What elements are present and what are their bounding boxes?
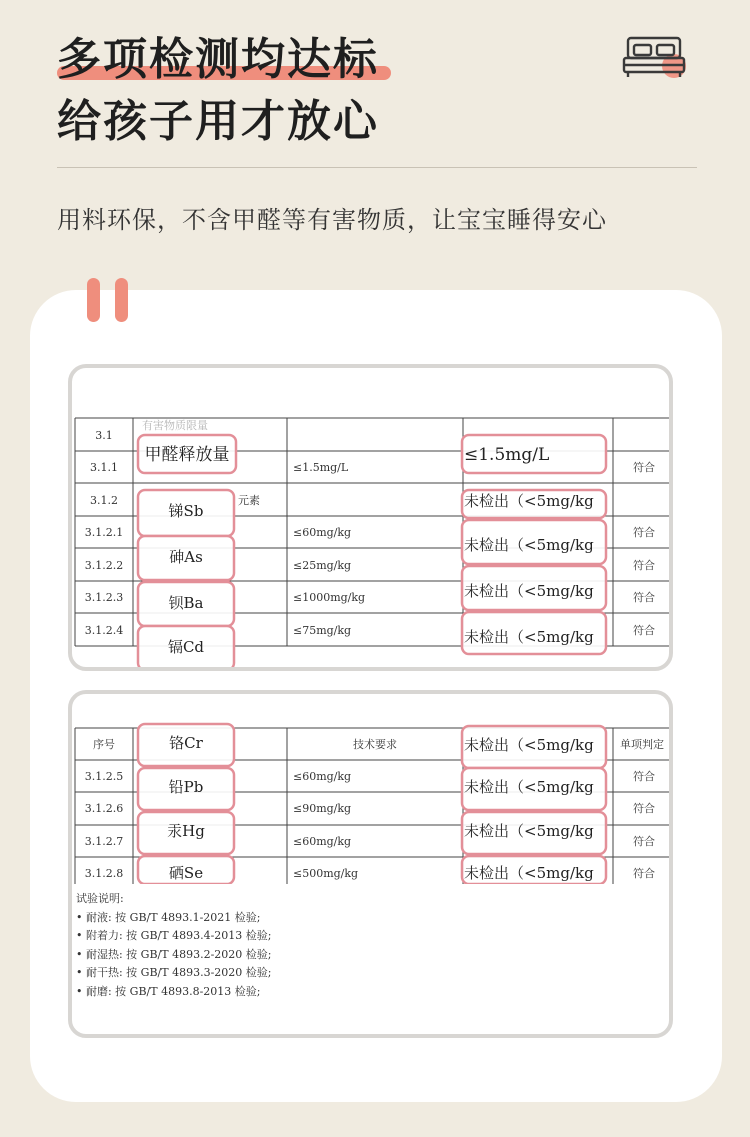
item-label: 锑Sb — [168, 502, 204, 520]
test-notes — [76, 890, 272, 1001]
test-label: 未检出（<5mg/kg — [464, 736, 594, 754]
test-report-excerpt-2 — [68, 690, 673, 1038]
judgement: 符合 — [633, 559, 655, 572]
faint-label: 有害物质限量 — [142, 419, 208, 432]
note-item: • 耐磨: 按 GB/T 4893.8-2013 检验; — [76, 984, 261, 998]
row-number: 3.1.1 — [90, 461, 118, 474]
header-judge: 单项判定 — [620, 738, 664, 751]
report-table-2 — [72, 694, 669, 884]
header-no: 序号 — [93, 738, 115, 751]
tech-requirement: ≤60mg/kg — [293, 526, 352, 539]
tech-requirement: ≤60mg/kg — [293, 770, 352, 783]
tech-requirement: ≤25mg/kg — [293, 559, 352, 572]
judgement: 符合 — [633, 461, 655, 474]
item-label: 铅Pb — [168, 778, 204, 796]
test-label: 未检出（<5mg/kg — [464, 582, 594, 600]
row-number: 3.1.2.8 — [84, 867, 124, 880]
tech-requirement: ≤75mg/kg — [293, 624, 352, 637]
judgement: 符合 — [633, 802, 655, 815]
row-number: 3.1.2.4 — [84, 624, 124, 637]
notes-list — [76, 909, 272, 1002]
row-number: 3.1.2.7 — [84, 835, 124, 848]
divider — [57, 167, 697, 168]
test-label: 未检出（<5mg/kg — [464, 536, 594, 554]
test-label: 未检出（<5mg/kg — [464, 628, 594, 646]
item-label: 砷As — [169, 548, 203, 566]
judgement: 符合 — [633, 526, 655, 539]
row-number: 3.1.2.2 — [84, 559, 124, 572]
row-number: 3.1.2.3 — [84, 591, 124, 604]
test-label: 未检出（<5mg/kg — [464, 864, 594, 882]
item-label: 硒Se — [168, 864, 204, 882]
note-item: • 耐液: 按 GB/T 4893.1-2021 检验; — [76, 910, 261, 924]
row-number: 3.1.2 — [90, 494, 118, 507]
page-title-line2: 给孩子用才放心 — [57, 96, 379, 147]
item-label: 镉Cd — [167, 638, 205, 656]
row-number: 3.1.2.1 — [84, 526, 124, 539]
item-label: 铬Cr — [169, 734, 203, 752]
tech-requirement: ≤90mg/kg — [293, 802, 352, 815]
bed-icon — [620, 34, 692, 80]
test-label: 未检出（<5mg/kg — [464, 778, 594, 796]
quote-mark-icon — [115, 278, 128, 322]
judgement: 符合 — [633, 835, 655, 848]
test-report-excerpt-1 — [68, 364, 673, 671]
page-title-line1: 多项检测均达标 — [57, 34, 379, 85]
tech-requirement: ≤60mg/kg — [293, 835, 352, 848]
row-number: 3.1.2.6 — [84, 802, 124, 815]
row-number: 3.1 — [95, 429, 113, 442]
note-item: • 附着力: 按 GB/T 4893.4-2013 检验; — [76, 929, 272, 942]
row-number: 3.1.2.5 — [84, 770, 124, 783]
item-label: 钡Ba — [168, 594, 204, 612]
tech-requirement: ≤1.5mg/L — [293, 461, 349, 474]
item-label: 汞Hg — [167, 822, 205, 840]
test-label: 未检出（<5mg/kg — [464, 822, 594, 840]
tech-requirement: ≤500mg/kg — [293, 867, 359, 880]
note-item: • 耐湿热: 按 GB/T 4893.2-2020 检验; — [76, 947, 272, 961]
test-label: 未检出（<5mg/kg — [464, 492, 594, 510]
tech-requirement: ≤1000mg/kg — [293, 591, 366, 604]
note-item: • 耐干热: 按 GB/T 4893.3-2020 检验; — [76, 966, 272, 979]
subtitle: 用料环保，不含甲醛等有害物质，让宝宝睡得安心 — [57, 206, 607, 234]
judgement: 符合 — [633, 624, 655, 637]
quote-mark-icon — [87, 278, 100, 322]
judgement: 符合 — [633, 591, 655, 604]
test-label: ≤1.5mg/L — [464, 445, 550, 465]
judgement: 符合 — [633, 770, 655, 783]
header-req: 技术要求 — [353, 738, 397, 751]
report-table-1 — [72, 368, 669, 667]
item-label: 甲醛释放量 — [144, 445, 230, 465]
judgement: 符合 — [633, 867, 655, 880]
faint-label-2: 元素 — [238, 494, 260, 507]
notes-title: 试验说明: — [76, 892, 124, 905]
